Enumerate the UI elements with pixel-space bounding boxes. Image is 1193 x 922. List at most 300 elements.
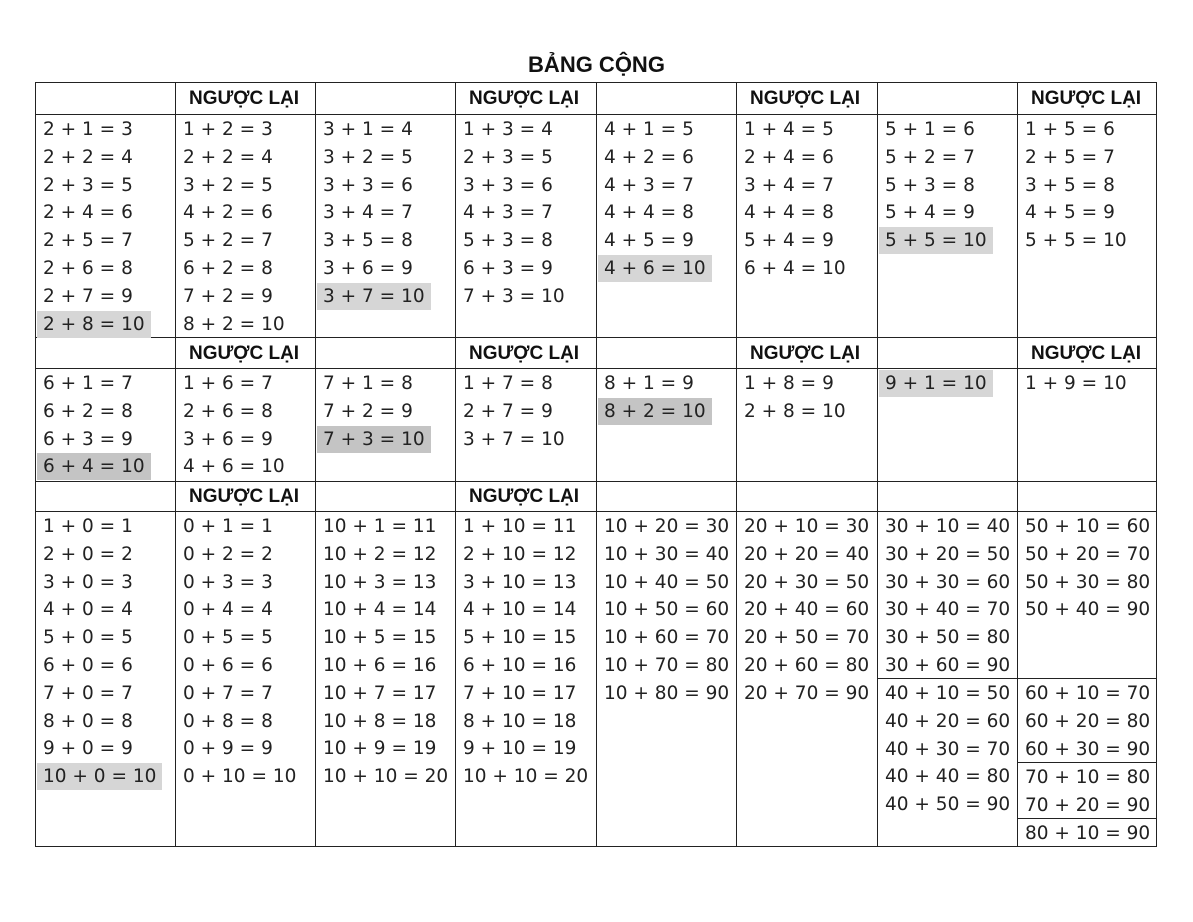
- equation: [317, 652, 454, 680]
- equation-text: 8 + 0 = 8: [43, 710, 133, 732]
- equation: [177, 172, 291, 200]
- block3-col1: [37, 513, 162, 791]
- column-border: [175, 82, 176, 847]
- equation: [37, 172, 151, 200]
- equation-text: 5 + 5 = 10: [1025, 230, 1127, 252]
- equation: [598, 199, 712, 227]
- equation-text: 2 + 4 = 6: [43, 202, 133, 224]
- equation: [879, 680, 1016, 708]
- equation-text: 10 + 1 = 11: [323, 516, 437, 537]
- header-nguoc-lai: NGƯỢC LẠI: [469, 88, 580, 109]
- block1-col3: [317, 116, 431, 311]
- column-border: [877, 82, 878, 847]
- equation-text: 9 + 10 = 19: [463, 738, 577, 760]
- equation-text: 4 + 4 = 8: [744, 202, 834, 224]
- block2-col8: [1019, 370, 1133, 398]
- equation: [598, 116, 712, 144]
- column-border: [35, 82, 36, 847]
- equation-text: 50 + 10 = 60: [1025, 516, 1151, 537]
- equation-text: 3 + 10 = 13: [463, 571, 577, 593]
- block3-col2: [177, 513, 302, 791]
- equation: [37, 426, 151, 454]
- equation-text: 4 + 5 = 9: [1025, 202, 1115, 224]
- equation-text: 0 + 9 = 9: [183, 738, 273, 760]
- equation-text: 3 + 1 = 4: [323, 119, 413, 140]
- equation: [738, 398, 852, 426]
- equation-text: 5 + 4 = 9: [744, 230, 834, 252]
- equation-text: 3 + 5 = 8: [1025, 174, 1115, 196]
- column-border: [315, 82, 316, 847]
- equation: [598, 541, 735, 569]
- equation-text: 60 + 20 = 80: [1025, 710, 1151, 732]
- equation-text: 10 + 5 = 15: [323, 627, 437, 649]
- equation: [457, 199, 571, 227]
- equation-text: 10 + 4 = 14: [323, 599, 437, 621]
- equation-highlighted: [879, 227, 993, 255]
- equation: [37, 513, 162, 541]
- equation-text: 10 + 40 = 50: [604, 571, 730, 593]
- equation: [317, 227, 431, 255]
- equation-text: 1 + 8 = 9: [744, 373, 834, 394]
- equation-text: 8 + 2 = 10: [598, 398, 712, 425]
- equation-text: 8 + 2 = 10: [183, 313, 285, 335]
- equation-text: 2 + 5 = 7: [1025, 146, 1115, 168]
- equation-text: 6 + 1 = 7: [43, 373, 133, 394]
- equation-text: 2 + 0 = 2: [43, 543, 133, 565]
- equation: [738, 370, 852, 398]
- equation: [457, 624, 594, 652]
- equation-text: 3 + 0 = 3: [43, 571, 133, 593]
- block1-col6: [738, 116, 852, 283]
- equation: [879, 791, 1016, 819]
- equation: [177, 680, 302, 708]
- equation-text: 10 + 60 = 70: [604, 627, 730, 649]
- equation-text: 50 + 30 = 80: [1025, 571, 1151, 593]
- equation: [37, 735, 162, 763]
- block2-col6: [738, 370, 852, 426]
- header-nguoc-lai: NGƯỢC LẠI: [750, 343, 861, 364]
- equation: [1019, 680, 1156, 708]
- equation-text: 0 + 5 = 5: [183, 627, 273, 649]
- equation: [317, 569, 454, 597]
- equation: [37, 255, 151, 283]
- page-title: BẢNG CỘNG: [528, 52, 665, 77]
- equation: [879, 541, 1016, 569]
- equation-text: 4 + 1 = 5: [604, 119, 694, 140]
- equation: [37, 199, 151, 227]
- equation: [457, 763, 594, 791]
- equation-highlighted: [317, 283, 431, 311]
- equation-text: 7 + 10 = 17: [463, 682, 577, 704]
- equation: [317, 199, 431, 227]
- column-border: [736, 82, 737, 847]
- equation: [598, 596, 735, 624]
- equation: [177, 199, 291, 227]
- equation-text: 7 + 3 = 10: [317, 426, 431, 453]
- equation-text: 0 + 1 = 1: [183, 516, 273, 537]
- equation-text: 20 + 20 = 40: [744, 543, 870, 565]
- equation-text: 70 + 20 = 90: [1025, 794, 1151, 816]
- equation: [37, 708, 162, 736]
- block2-col4: [457, 370, 571, 453]
- equation: [177, 569, 302, 597]
- equation: [738, 199, 852, 227]
- equation-text: 6 + 3 = 9: [463, 257, 553, 279]
- equation: [317, 144, 431, 172]
- equation-text: 3 + 2 = 5: [323, 146, 413, 168]
- equation: [879, 513, 1016, 541]
- equation-text: 60 + 10 = 70: [1025, 683, 1151, 704]
- equation: [457, 596, 594, 624]
- equation-text: 2 + 2 = 4: [183, 146, 273, 168]
- header-nguoc-lai: NGƯỢC LẠI: [189, 486, 300, 507]
- equation-text: 20 + 60 = 80: [744, 654, 870, 676]
- equation-text: 2 + 6 = 8: [43, 257, 133, 279]
- equation: [177, 398, 291, 426]
- equation: [738, 680, 875, 708]
- equation: [177, 144, 291, 172]
- equation-text: 1 + 0 = 1: [43, 516, 133, 537]
- equation: [598, 652, 735, 680]
- equation-text: 10 + 70 = 80: [604, 654, 730, 676]
- equation: [457, 541, 594, 569]
- block3-col8b: [1019, 680, 1156, 763]
- equation: [457, 569, 594, 597]
- equation-highlighted: [598, 398, 712, 426]
- equation-text: 2 + 8 = 10: [744, 400, 846, 422]
- equation-text: 4 + 4 = 8: [604, 202, 694, 224]
- equation: [457, 227, 571, 255]
- column-border: [1017, 82, 1018, 847]
- equation: [317, 708, 454, 736]
- equation: [37, 680, 162, 708]
- equation: [879, 596, 1016, 624]
- equation-highlighted: [37, 453, 151, 481]
- equation: [738, 652, 875, 680]
- equation-text: 10 + 10 = 20: [323, 766, 449, 788]
- equation-text: 3 + 3 = 6: [463, 174, 553, 196]
- equation-text: 2 + 3 = 5: [463, 146, 553, 168]
- equation: [177, 763, 302, 791]
- equation-text: 70 + 10 = 80: [1025, 767, 1151, 788]
- equation: [37, 144, 151, 172]
- equation: [37, 283, 151, 311]
- equation-highlighted: [37, 763, 162, 791]
- header-nguoc-lai: NGƯỢC LẠI: [189, 343, 300, 364]
- equation-text: 5 + 4 = 9: [885, 202, 975, 224]
- equation-text: 10 + 80 = 90: [604, 682, 730, 704]
- equation-text: 3 + 4 = 7: [323, 202, 413, 224]
- equation: [457, 255, 571, 283]
- equation: [598, 172, 712, 200]
- equation: [738, 172, 852, 200]
- equation-text: 20 + 30 = 50: [744, 571, 870, 593]
- block3-col5: [598, 513, 735, 708]
- equation: [1019, 370, 1133, 398]
- equation-text: 3 + 2 = 5: [183, 174, 273, 196]
- equation-text: 10 + 10 = 20: [463, 766, 589, 788]
- equation-text: 6 + 4 = 10: [744, 257, 846, 279]
- equation: [738, 596, 875, 624]
- equation: [317, 624, 454, 652]
- equation-text: 3 + 4 = 7: [744, 174, 834, 196]
- equation: [177, 227, 291, 255]
- equation-text: 3 + 5 = 8: [323, 230, 413, 252]
- equation-text: 7 + 3 = 10: [463, 285, 565, 307]
- equation-text: 7 + 1 = 8: [323, 373, 413, 394]
- header-nguoc-lai: NGƯỢC LẠI: [469, 343, 580, 364]
- equation-highlighted: [879, 370, 993, 398]
- equation-text: 60 + 30 = 90: [1025, 738, 1151, 760]
- equation-text: 8 + 1 = 9: [604, 373, 694, 394]
- equation-text: 6 + 4 = 10: [37, 453, 151, 480]
- equation-highlighted: [598, 255, 712, 283]
- equation: [317, 370, 431, 398]
- equation-text: 5 + 2 = 7: [183, 230, 273, 252]
- equation: [738, 227, 852, 255]
- equation-highlighted: [317, 426, 431, 454]
- equation: [1019, 513, 1156, 541]
- equation: [37, 652, 162, 680]
- equation: [1019, 227, 1133, 255]
- equation: [317, 116, 431, 144]
- equation: [177, 370, 291, 398]
- equation: [177, 426, 291, 454]
- equation: [1019, 541, 1156, 569]
- header-nguoc-lai: NGƯỢC LẠI: [469, 486, 580, 507]
- equation-text: 6 + 2 = 8: [43, 400, 133, 422]
- equation: [879, 116, 993, 144]
- block3-col8c: [1019, 764, 1156, 820]
- block3-col8d: [1019, 820, 1156, 848]
- equation: [37, 398, 151, 426]
- equation-text: 4 + 0 = 4: [43, 599, 133, 621]
- equation: [1019, 172, 1133, 200]
- equation-text: 20 + 50 = 70: [744, 627, 870, 649]
- equation-text: 2 + 7 = 9: [43, 285, 133, 307]
- block3-col3: [317, 513, 454, 791]
- equation: [738, 144, 852, 172]
- equation: [738, 541, 875, 569]
- equation: [37, 227, 151, 255]
- equation-text: 40 + 40 = 80: [885, 766, 1011, 788]
- equation: [457, 652, 594, 680]
- equation-text: 1 + 2 = 3: [183, 119, 273, 140]
- equation-text: 10 + 50 = 60: [604, 599, 730, 621]
- equation: [598, 370, 712, 398]
- block1-col4: [457, 116, 571, 311]
- equation-text: 3 + 7 = 10: [463, 428, 565, 450]
- equation-text: 10 + 30 = 40: [604, 543, 730, 565]
- equation-text: 7 + 2 = 9: [323, 400, 413, 422]
- equation-text: 2 + 10 = 12: [463, 543, 577, 565]
- equation-text: 4 + 2 = 6: [604, 146, 694, 168]
- equation-text: 0 + 7 = 7: [183, 682, 273, 704]
- block2-col3: [317, 370, 431, 453]
- equation-text: 6 + 0 = 6: [43, 654, 133, 676]
- equation: [177, 541, 302, 569]
- block3-col6: [738, 513, 875, 708]
- equation-text: 0 + 2 = 2: [183, 543, 273, 565]
- equation-text: 5 + 5 = 10: [879, 227, 993, 254]
- equation-text: 2 + 8 = 10: [37, 311, 151, 338]
- equation-text: 4 + 6 = 10: [598, 255, 712, 282]
- column-border: [596, 82, 597, 847]
- equation: [457, 144, 571, 172]
- equation: [457, 283, 571, 311]
- equation-text: 50 + 20 = 70: [1025, 543, 1151, 565]
- equation: [457, 172, 571, 200]
- equation: [177, 513, 302, 541]
- equation: [177, 652, 302, 680]
- equation: [598, 680, 735, 708]
- block3-col7a: [879, 513, 1016, 680]
- equation-text: 10 + 3 = 13: [323, 571, 437, 593]
- equation: [738, 624, 875, 652]
- equation: [37, 370, 151, 398]
- equation: [37, 596, 162, 624]
- equation: [879, 652, 1016, 680]
- equation-text: 1 + 6 = 7: [183, 373, 273, 394]
- equation-text: 4 + 2 = 6: [183, 202, 273, 224]
- equation-text: 2 + 7 = 9: [463, 400, 553, 422]
- equation: [879, 569, 1016, 597]
- equation: [1019, 596, 1156, 624]
- equation-text: 10 + 8 = 18: [323, 710, 437, 732]
- equation-text: 0 + 3 = 3: [183, 571, 273, 593]
- equation: [457, 708, 594, 736]
- equation-text: 30 + 30 = 60: [885, 571, 1011, 593]
- equation: [457, 680, 594, 708]
- equation-text: 4 + 6 = 10: [183, 456, 285, 478]
- equation-text: 4 + 3 = 7: [604, 174, 694, 196]
- equation-text: 7 + 2 = 9: [183, 285, 273, 307]
- equation-text: 20 + 40 = 60: [744, 599, 870, 621]
- equation: [738, 513, 875, 541]
- equation-text: 40 + 10 = 50: [885, 683, 1011, 704]
- equation: [879, 144, 993, 172]
- block3-col8a: [1019, 513, 1156, 624]
- equation-text: 30 + 40 = 70: [885, 599, 1011, 621]
- block1-col2: [177, 116, 291, 338]
- equation: [738, 569, 875, 597]
- equation-text: 1 + 5 = 6: [1025, 119, 1115, 140]
- equation: [1019, 792, 1156, 820]
- equation-text: 0 + 8 = 8: [183, 710, 273, 732]
- equation: [317, 398, 431, 426]
- equation-text: 10 + 7 = 17: [323, 682, 437, 704]
- block1-col8: [1019, 116, 1133, 255]
- equation-text: 1 + 4 = 5: [744, 119, 834, 140]
- equation: [457, 116, 571, 144]
- equation: [317, 172, 431, 200]
- equation: [457, 426, 571, 454]
- equation-text: 10 + 9 = 19: [323, 738, 437, 760]
- equation: [317, 541, 454, 569]
- equation-text: 2 + 4 = 6: [744, 146, 834, 168]
- equation-text: 10 + 20 = 30: [604, 516, 730, 537]
- block2-col2: [177, 370, 291, 481]
- equation-text: 5 + 3 = 8: [463, 230, 553, 252]
- equation-text: 30 + 60 = 90: [885, 654, 1011, 676]
- equation: [598, 227, 712, 255]
- equation-text: 80 + 10 = 90: [1025, 823, 1151, 844]
- equation-text: 2 + 5 = 7: [43, 230, 133, 252]
- block3-col4: [457, 513, 594, 791]
- equation: [1019, 116, 1133, 144]
- equation-text: 6 + 10 = 16: [463, 654, 577, 676]
- equation: [177, 255, 291, 283]
- equation-text: 40 + 30 = 70: [885, 738, 1011, 760]
- equation: [1019, 736, 1156, 764]
- equation: [457, 513, 594, 541]
- equation: [177, 116, 291, 144]
- equation-text: 50 + 40 = 90: [1025, 599, 1151, 621]
- equation: [879, 199, 993, 227]
- equation: [177, 283, 291, 311]
- equation-text: 4 + 5 = 9: [604, 230, 694, 252]
- equation: [177, 708, 302, 736]
- header-nguoc-lai: NGƯỢC LẠI: [1031, 88, 1142, 109]
- equation-text: 0 + 6 = 6: [183, 654, 273, 676]
- equation-text: 3 + 6 = 9: [183, 428, 273, 450]
- equation: [598, 624, 735, 652]
- equation: [37, 116, 151, 144]
- equation-text: 40 + 20 = 60: [885, 710, 1011, 732]
- equation: [879, 736, 1016, 764]
- equation-text: 10 + 2 = 12: [323, 543, 437, 565]
- equation-text: 7 + 0 = 7: [43, 682, 133, 704]
- equation: [738, 255, 852, 283]
- equation-text: 9 + 1 = 10: [879, 370, 993, 397]
- equation: [879, 708, 1016, 736]
- equation: [879, 624, 1016, 652]
- equation: [457, 398, 571, 426]
- equation-text: 3 + 7 = 10: [317, 283, 431, 310]
- equation: [177, 311, 291, 339]
- equation-text: 30 + 50 = 80: [885, 627, 1011, 649]
- block2-col7: [879, 370, 993, 398]
- header-nguoc-lai: NGƯỢC LẠI: [750, 88, 861, 109]
- equation-text: 0 + 10 = 10: [183, 766, 297, 788]
- equation-text: 0 + 4 = 4: [183, 599, 273, 621]
- equation-text: 10 + 0 = 10: [37, 763, 162, 790]
- equation-text: 30 + 10 = 40: [885, 516, 1011, 537]
- equation: [317, 680, 454, 708]
- equation: [177, 624, 302, 652]
- equation-text: 6 + 3 = 9: [43, 428, 133, 450]
- equation-text: 1 + 10 = 11: [463, 516, 577, 537]
- equation: [598, 569, 735, 597]
- equation: [598, 513, 735, 541]
- equation: [598, 144, 712, 172]
- equation-text: 40 + 50 = 90: [885, 794, 1011, 816]
- header-nguoc-lai: NGƯỢC LẠI: [1031, 343, 1142, 364]
- column-border: [455, 82, 456, 847]
- equation-text: 9 + 0 = 9: [43, 738, 133, 760]
- equation: [879, 172, 993, 200]
- equation-text: 30 + 20 = 50: [885, 543, 1011, 565]
- equation-text: 5 + 1 = 6: [885, 119, 975, 140]
- equation: [457, 370, 571, 398]
- equation: [1019, 764, 1156, 792]
- equation-text: 8 + 10 = 18: [463, 710, 577, 732]
- equation: [1019, 708, 1156, 736]
- equation-text: 10 + 6 = 16: [323, 654, 437, 676]
- block2-col5: [598, 370, 712, 426]
- equation-text: 2 + 3 = 5: [43, 174, 133, 196]
- equation: [317, 596, 454, 624]
